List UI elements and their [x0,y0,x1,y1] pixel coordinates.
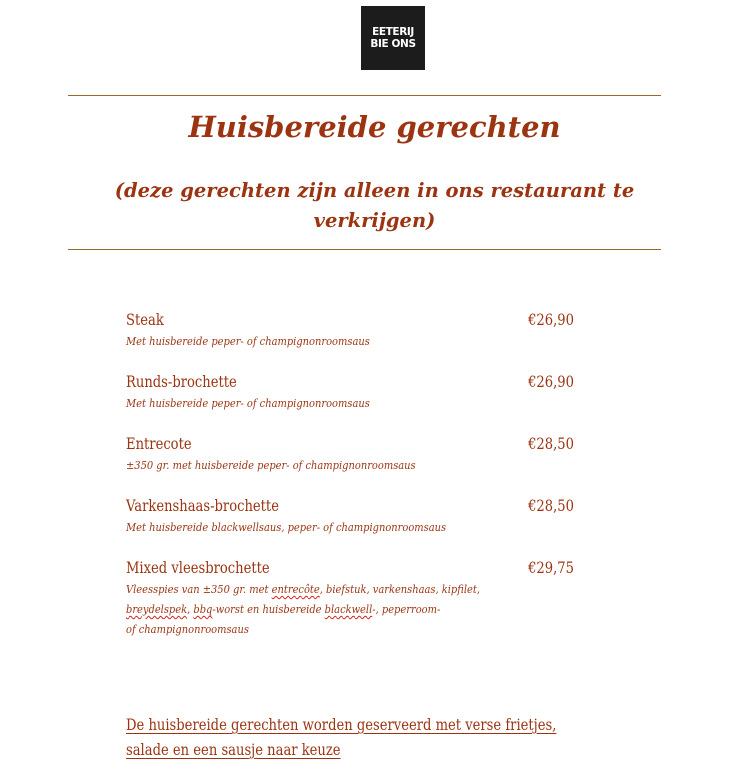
dish-name: Mixed vleesbrochette [126,558,270,577]
dish-price: €26,90 [528,372,574,391]
spellcheck-word: bbq [193,602,213,616]
dish-item-entrecote [126,433,576,475]
footer-note [126,712,557,762]
restaurant-logo [361,6,425,70]
desc-text: of champignonroomsaus [126,622,249,636]
footer-line-2: salade en een sausje naar keuze [126,740,341,759]
dish-description: Met huisbereide peper- of champignonroomsaus [126,334,370,348]
dish-price: €26,90 [528,310,574,329]
dish-description: Met huisbereide blackwellsaus, peper- of champignonroomsaus [126,520,447,534]
dish-item-mixed-vleesbrochette [126,557,576,639]
dish-price: €28,50 [528,496,574,515]
dish-description: Met huisbereide peper- of champignonroomsaus [126,396,370,410]
desc-text: , biefstuk, varkenshaas, kipfilet, [319,582,480,596]
dish-price: €29,75 [528,558,574,577]
footer-line-1: De huisbereide gerechten worden geserveerd met verse frietjes, [126,715,557,734]
dish-name: Runds-brochette [126,372,237,391]
desc-text: -, peperroom- [372,602,441,616]
dish-name: Steak [126,310,164,329]
top-divider [68,95,661,96]
dish-name: Entrecote [126,434,192,453]
dish-item-runds-brochette [126,371,576,413]
page-subtitle: (deze gerechten zijn alleen in ons restaurant te verkrijgen) [114,179,635,232]
logo-line-1: EETERIJ [372,26,414,38]
dish-name: Varkenshaas-brochette [126,496,279,515]
page-title: Huisbereide gerechten [188,110,561,144]
dish-item-varkenshaas-brochette [126,495,576,537]
dish-description [126,579,487,639]
dish-item-steak [126,309,576,351]
desc-text: Vleesspies van ±350 gr. met [126,582,272,596]
spellcheck-word: blackwell [324,602,373,616]
dish-price: €28,50 [528,434,574,453]
logo-line-2: BIE ONS [370,38,416,50]
dish-description: ±350 gr. met huisbereide peper- of champignonroomsaus [126,458,416,472]
bottom-divider [68,249,661,250]
spellcheck-word: entrecôte [271,582,320,596]
spellcheck-word: breydelspek [126,602,188,616]
desc-text: -worst en huisbereide [212,602,325,616]
desc-text: , [187,602,194,616]
